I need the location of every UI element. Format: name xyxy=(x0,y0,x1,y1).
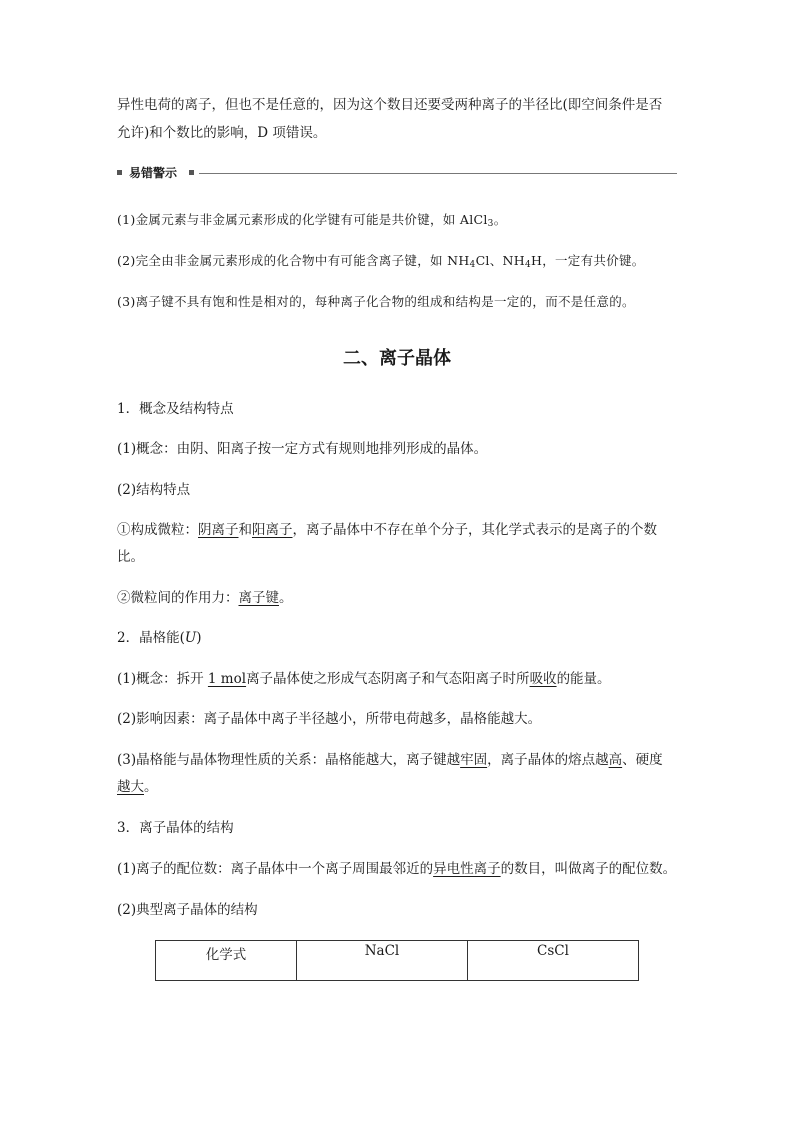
warning-banner xyxy=(117,163,677,183)
warning-item-1: (1)金属元素与非金属元素形成的化学键有可能是共价键，如 AlCl$_3$。 xyxy=(117,212,507,229)
intro-line-2: 允许)和个数比的影响，D 项错误。 xyxy=(117,125,327,141)
intro-line-1: 异性电荷的离子，但也不是任意的，因为这个数目还要受两种离子的半径比(即空间条件是否 xyxy=(117,97,663,113)
bullet-square-icon xyxy=(117,170,122,175)
typical-structure-heading: (2)典型离子晶体的结构 xyxy=(117,902,258,918)
warning-item-3: (3)离子键不具有饱和性是相对的，每种离子化合物的组成和结构是一定的，而不是任意的。 xyxy=(117,294,635,309)
coordination-number-line: (1)离子的配位数：离子晶体中一个离子周围最邻近的异电性离子的数目，叫做离子的配位数。 xyxy=(117,861,677,877)
section-title: 二、离子晶体 xyxy=(343,348,451,369)
divider xyxy=(199,173,677,174)
crystal-structure-table xyxy=(155,940,639,981)
warning-item-2: (2)完全由非金属元素形成的化合物中有可能含离子键，如 $NH_4Cl$、$NH_4H$，一定有共价键。 xyxy=(117,253,645,270)
force-line: ②微粒间的作用力：离子键。 xyxy=(117,590,293,606)
concept-definition: (1)概念：由阴、阳离子按一定方式有规则地排列形成的晶体。 xyxy=(117,441,488,457)
subsection-heading-3: 3．离子晶体的结构 xyxy=(117,820,234,836)
table-header-cell: 化学式 xyxy=(156,941,297,981)
table-header-cell: CsCl xyxy=(468,941,639,981)
subsection-heading-2: 2．晶格能(U) xyxy=(117,630,202,646)
bullet-square-icon xyxy=(189,170,194,175)
lattice-energy-relation: (3)晶格能与晶体物理性质的关系：晶格能越大，离子键越牢固，离子晶体的熔点越高、硬度 xyxy=(117,752,663,768)
structure-feature-heading: (2)结构特点 xyxy=(117,482,191,498)
table-row xyxy=(156,941,639,981)
lattice-energy-factors: (2)影响因素：离子晶体中离子半径越小，所带电荷越多，晶格能越大。 xyxy=(117,711,542,727)
subsection-heading-1: 1．概念及结构特点 xyxy=(117,401,234,417)
lattice-energy-relation-cont: 越大。 xyxy=(117,779,158,795)
particles-line: ①构成微粒：阴离子和阳离子，离子晶体中不存在单个分子，其化学式表示的是离子的个数 xyxy=(117,522,657,538)
table-header-cell: NaCl xyxy=(297,941,468,981)
particles-line-cont: 比。 xyxy=(117,549,144,565)
lattice-energy-concept: (1)概念：拆开 1 mol离子晶体使之形成气态阴离子和气态阳离子时所吸收的能量。 xyxy=(117,671,611,687)
warning-title: 易错警示 xyxy=(129,166,178,180)
